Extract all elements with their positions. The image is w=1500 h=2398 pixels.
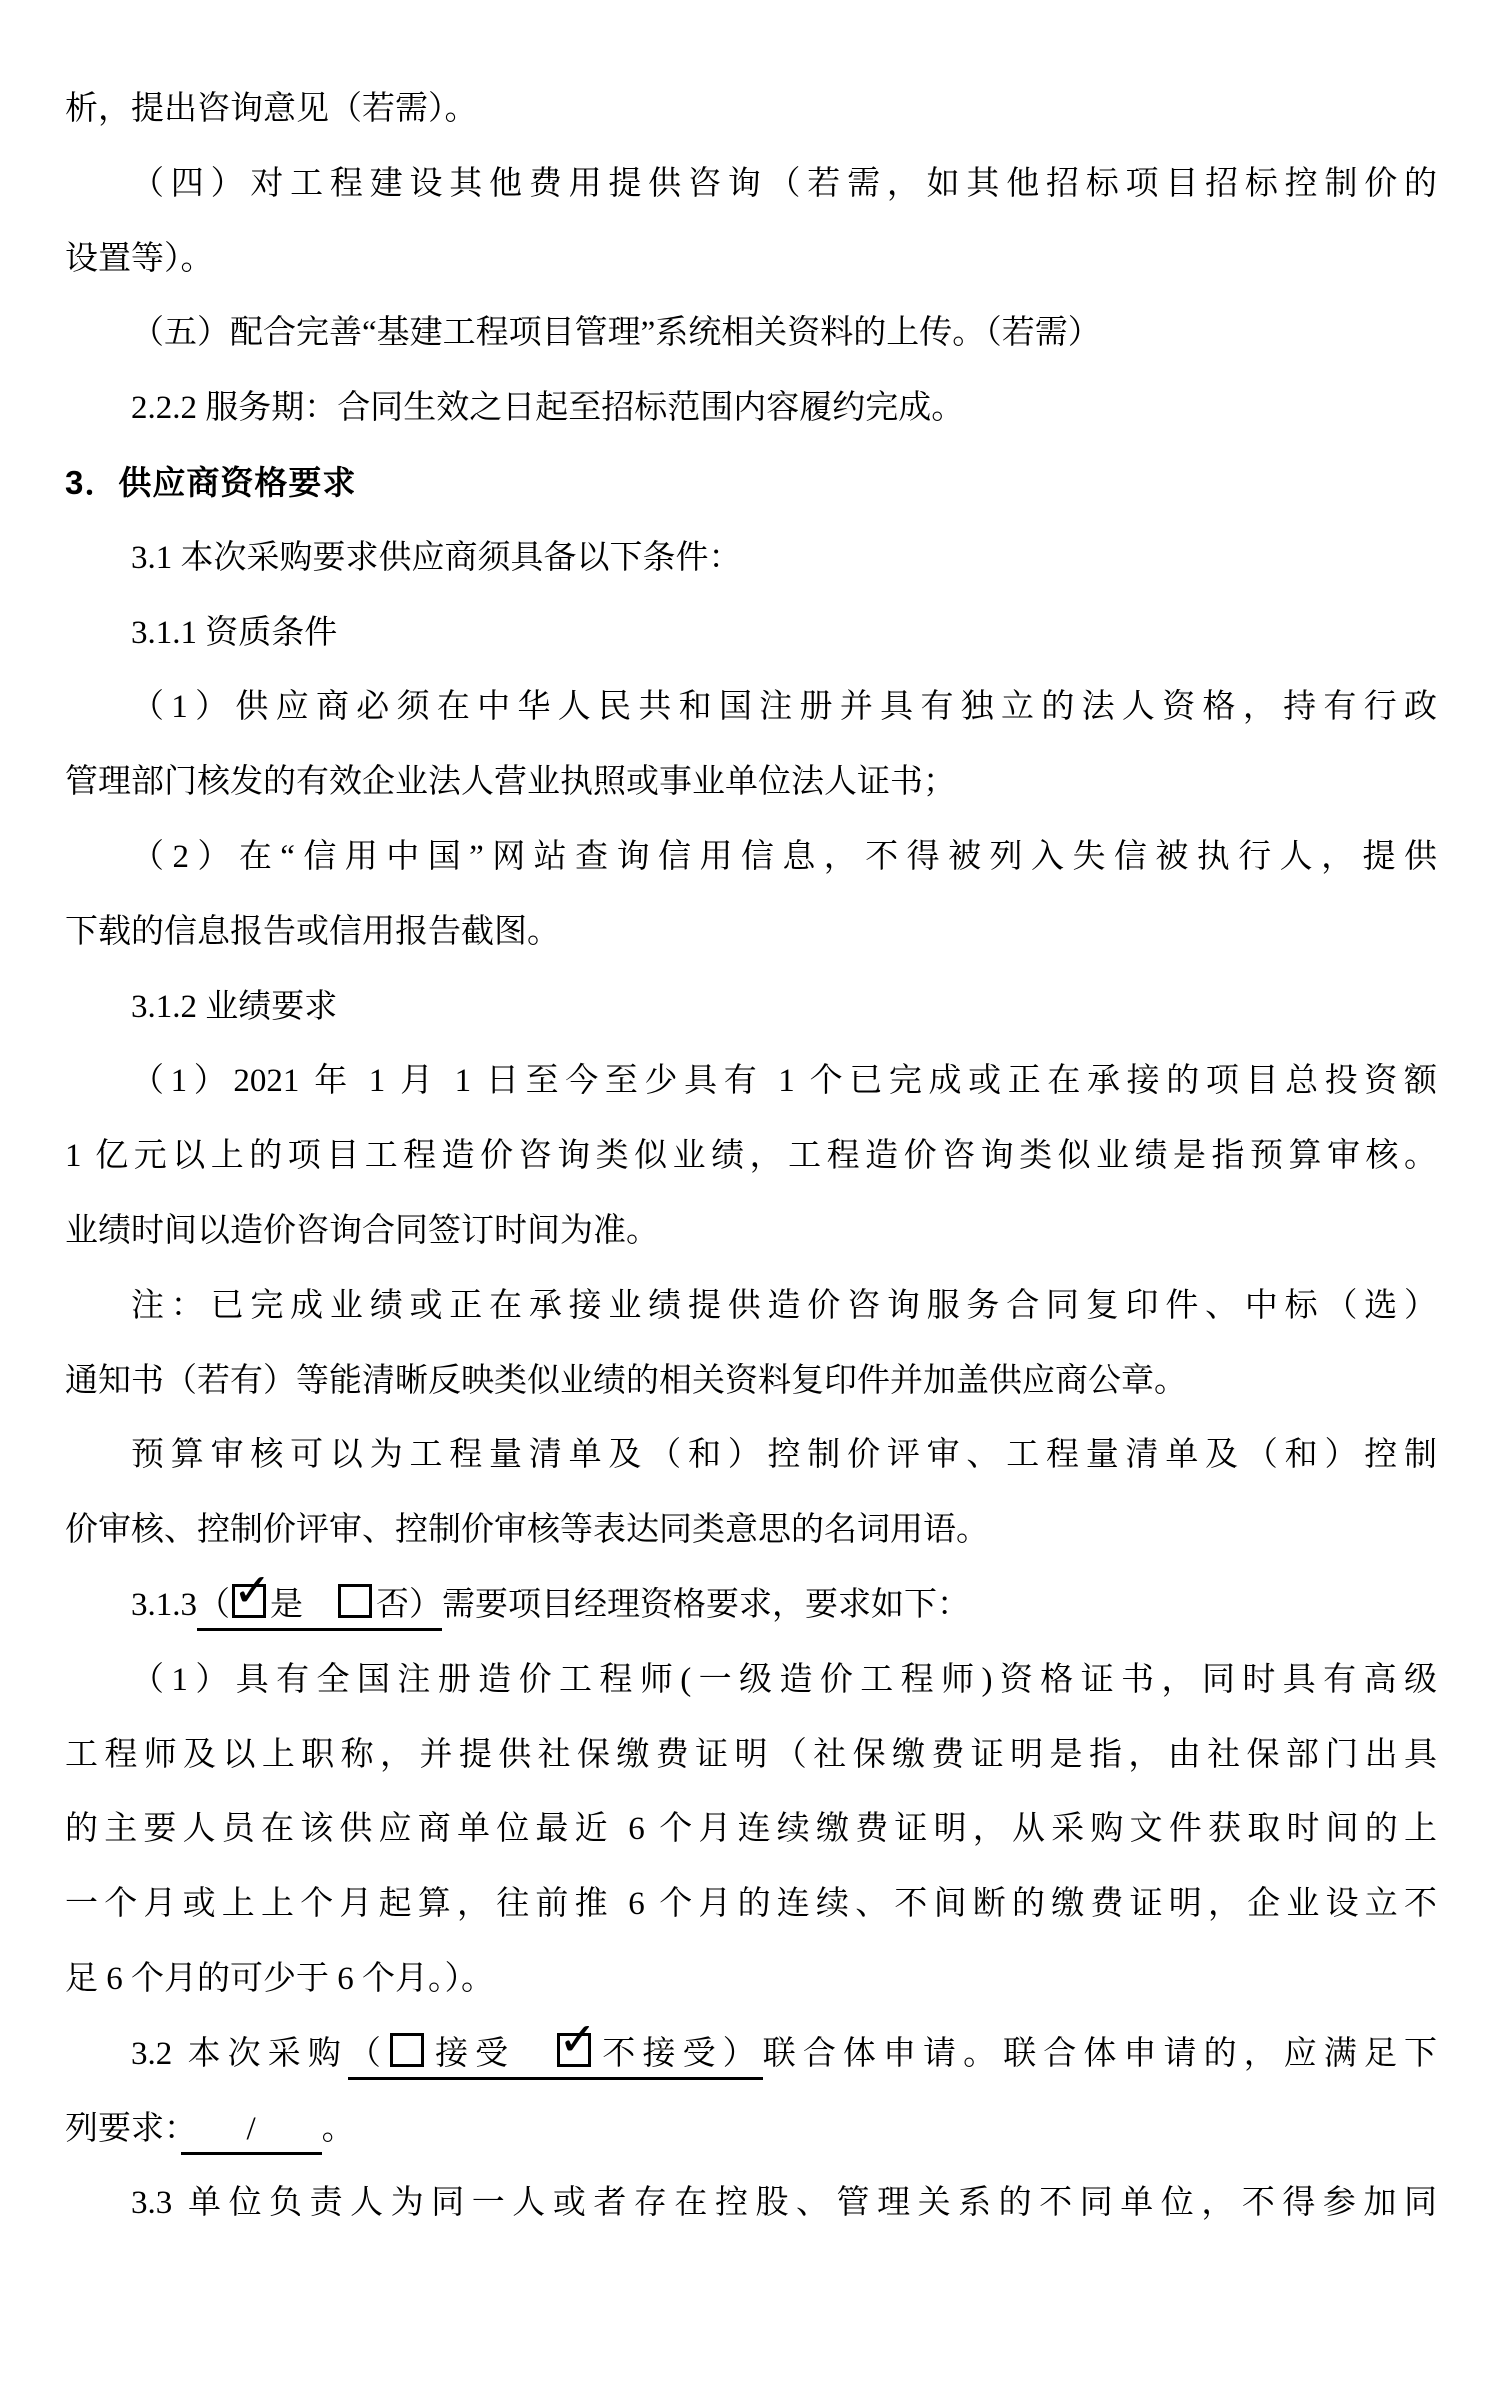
text-line bbox=[65, 2166, 1437, 2241]
text-line bbox=[65, 222, 1437, 297]
text-segment: （四）对工程建设其他费用提供咨询（若需，如其他招标项目招标控制价的 bbox=[131, 165, 1437, 202]
text-line bbox=[65, 1119, 1437, 1194]
text-segment: （2）在“信用中国”网站查询信用信息，不得被列入失信被执行人，提供 bbox=[131, 838, 1437, 875]
text-line bbox=[65, 670, 1437, 745]
text-line bbox=[65, 2092, 1437, 2167]
text-line bbox=[65, 1942, 1437, 2017]
text-segment: 1 亿元以上的项目工程造价咨询类似业绩，工程造价咨询类似业绩是指预算审核。 bbox=[65, 1138, 1437, 1175]
text-segment: 2.2.2 服务期：合同生效之日起至招标范围内容履约完成。 bbox=[131, 390, 965, 427]
text-line bbox=[65, 745, 1437, 820]
text-segment: 业绩时间以造价咨询合同签订时间为准。 bbox=[65, 1212, 659, 1249]
text-segment: 价审核、控制价评审、控制价审核等表达同类意思的名词用语。 bbox=[65, 1512, 989, 1549]
text-segment: （1）2021 年 1 月 1 日至今至少具有 1 个已完成或正在承接的项目总投资额 bbox=[131, 1063, 1437, 1100]
text-line bbox=[65, 1269, 1437, 1344]
text-line bbox=[65, 970, 1437, 1045]
text-segment: 3.1.2 业绩要求 bbox=[131, 988, 338, 1025]
text-segment: 析，提出咨询意见（若需）。 bbox=[65, 91, 478, 127]
checkbox-checked-icon: ✓ bbox=[555, 2036, 595, 2080]
text-line bbox=[65, 1792, 1437, 1867]
text-segment: 是 bbox=[270, 1587, 336, 1631]
checkbox-unchecked-icon bbox=[388, 2036, 428, 2080]
text-segment: 接受 bbox=[428, 2036, 555, 2080]
text-segment: 3．供应商资格要求 bbox=[65, 463, 357, 501]
section-heading bbox=[65, 446, 1437, 521]
text-segment: （ bbox=[348, 2036, 388, 2080]
text-segment: 。 bbox=[321, 2110, 355, 2147]
text-segment: 注：已完成业绩或正在承接业绩提供造价咨询服务合同复印件、中标（选） bbox=[131, 1287, 1437, 1324]
text-segment: 联合体申请。联合体申请的，应满足下 bbox=[762, 2035, 1438, 2072]
text-segment: 下载的信息报告或信用报告截图。 bbox=[65, 913, 560, 950]
text-segment: 3.1 本次采购要求供应商须具备以下条件： bbox=[131, 539, 742, 576]
text-line bbox=[65, 2011, 1438, 2092]
text-segment: 3.3 单位负责人为同一人或者存在控股、管理关系的不同单位，不得参加同 bbox=[131, 2185, 1437, 2222]
text-segment: （ bbox=[197, 1587, 230, 1631]
text-segment: 列要求： bbox=[65, 2110, 181, 2147]
text-line bbox=[65, 1344, 1437, 1419]
checkbox-unchecked-icon bbox=[336, 1587, 376, 1631]
checkbox-checked-icon: ✓ bbox=[230, 1587, 270, 1631]
text-line bbox=[65, 1194, 1437, 1269]
text-segment: 3.2 本次采购 bbox=[131, 2035, 348, 2072]
text-line bbox=[65, 521, 1437, 596]
text-segment: 否） bbox=[376, 1587, 442, 1631]
text-segment: 足 6 个月的可少于 6 个月。）。 bbox=[65, 1960, 494, 1997]
text-segment: / bbox=[181, 2111, 322, 2155]
text-line bbox=[65, 296, 1437, 371]
text-segment: （1）供应商必须在中华人民共和国注册并具有独立的法人资格，持有行政 bbox=[131, 689, 1437, 726]
text-line bbox=[65, 895, 1437, 970]
text-segment: 需要项目经理资格要求，要求如下： bbox=[442, 1586, 970, 1623]
text-segment: 3.1.1 资质条件 bbox=[131, 614, 338, 651]
text-line bbox=[65, 1044, 1437, 1119]
document-body bbox=[65, 72, 1437, 2241]
text-segment: （1）具有全国注册造价工程师(一级造价工程师)资格证书，同时具有高级 bbox=[131, 1661, 1437, 1698]
text-segment: 预算审核可以为工程量清单及（和）控制价评审、工程量清单及（和）控制 bbox=[131, 1437, 1437, 1474]
text-line bbox=[65, 1867, 1437, 1942]
text-segment: 3.1.3 bbox=[131, 1586, 197, 1623]
text-segment: 通知书（若有）等能清晰反映类似业绩的相关资料复印件并加盖供应商公章。 bbox=[65, 1362, 1187, 1399]
text-segment: 管理部门核发的有效企业法人营业执照或事业单位法人证书； bbox=[65, 764, 956, 801]
text-segment: 不接受） bbox=[595, 2036, 762, 2080]
text-line bbox=[65, 1562, 1437, 1643]
text-segment: （五）配合完善“基建工程项目管理”系统相关资料的上传。（若需） bbox=[131, 315, 1101, 352]
text-segment: 设置等）。 bbox=[65, 240, 214, 277]
text-line bbox=[65, 1418, 1437, 1493]
text-line bbox=[65, 1643, 1437, 1718]
text-line bbox=[65, 1718, 1437, 1793]
text-segment: 工程师及以上职称，并提供社保缴费证明（社保缴费证明是指，由社保部门出具 bbox=[65, 1736, 1437, 1773]
text-line bbox=[65, 820, 1437, 895]
text-line bbox=[65, 371, 1437, 446]
text-line bbox=[65, 72, 1437, 147]
text-segment: 的主要人员在该供应商单位最近 6 个月连续缴费证明，从采购文件获取时间的上 bbox=[65, 1811, 1437, 1848]
text-segment: 一个月或上上个月起算，往前推 6 个月的连续、不间断的缴费证明，企业设立不 bbox=[65, 1886, 1437, 1923]
text-line bbox=[65, 1493, 1437, 1568]
text-line bbox=[65, 596, 1437, 671]
text-line bbox=[65, 147, 1437, 222]
